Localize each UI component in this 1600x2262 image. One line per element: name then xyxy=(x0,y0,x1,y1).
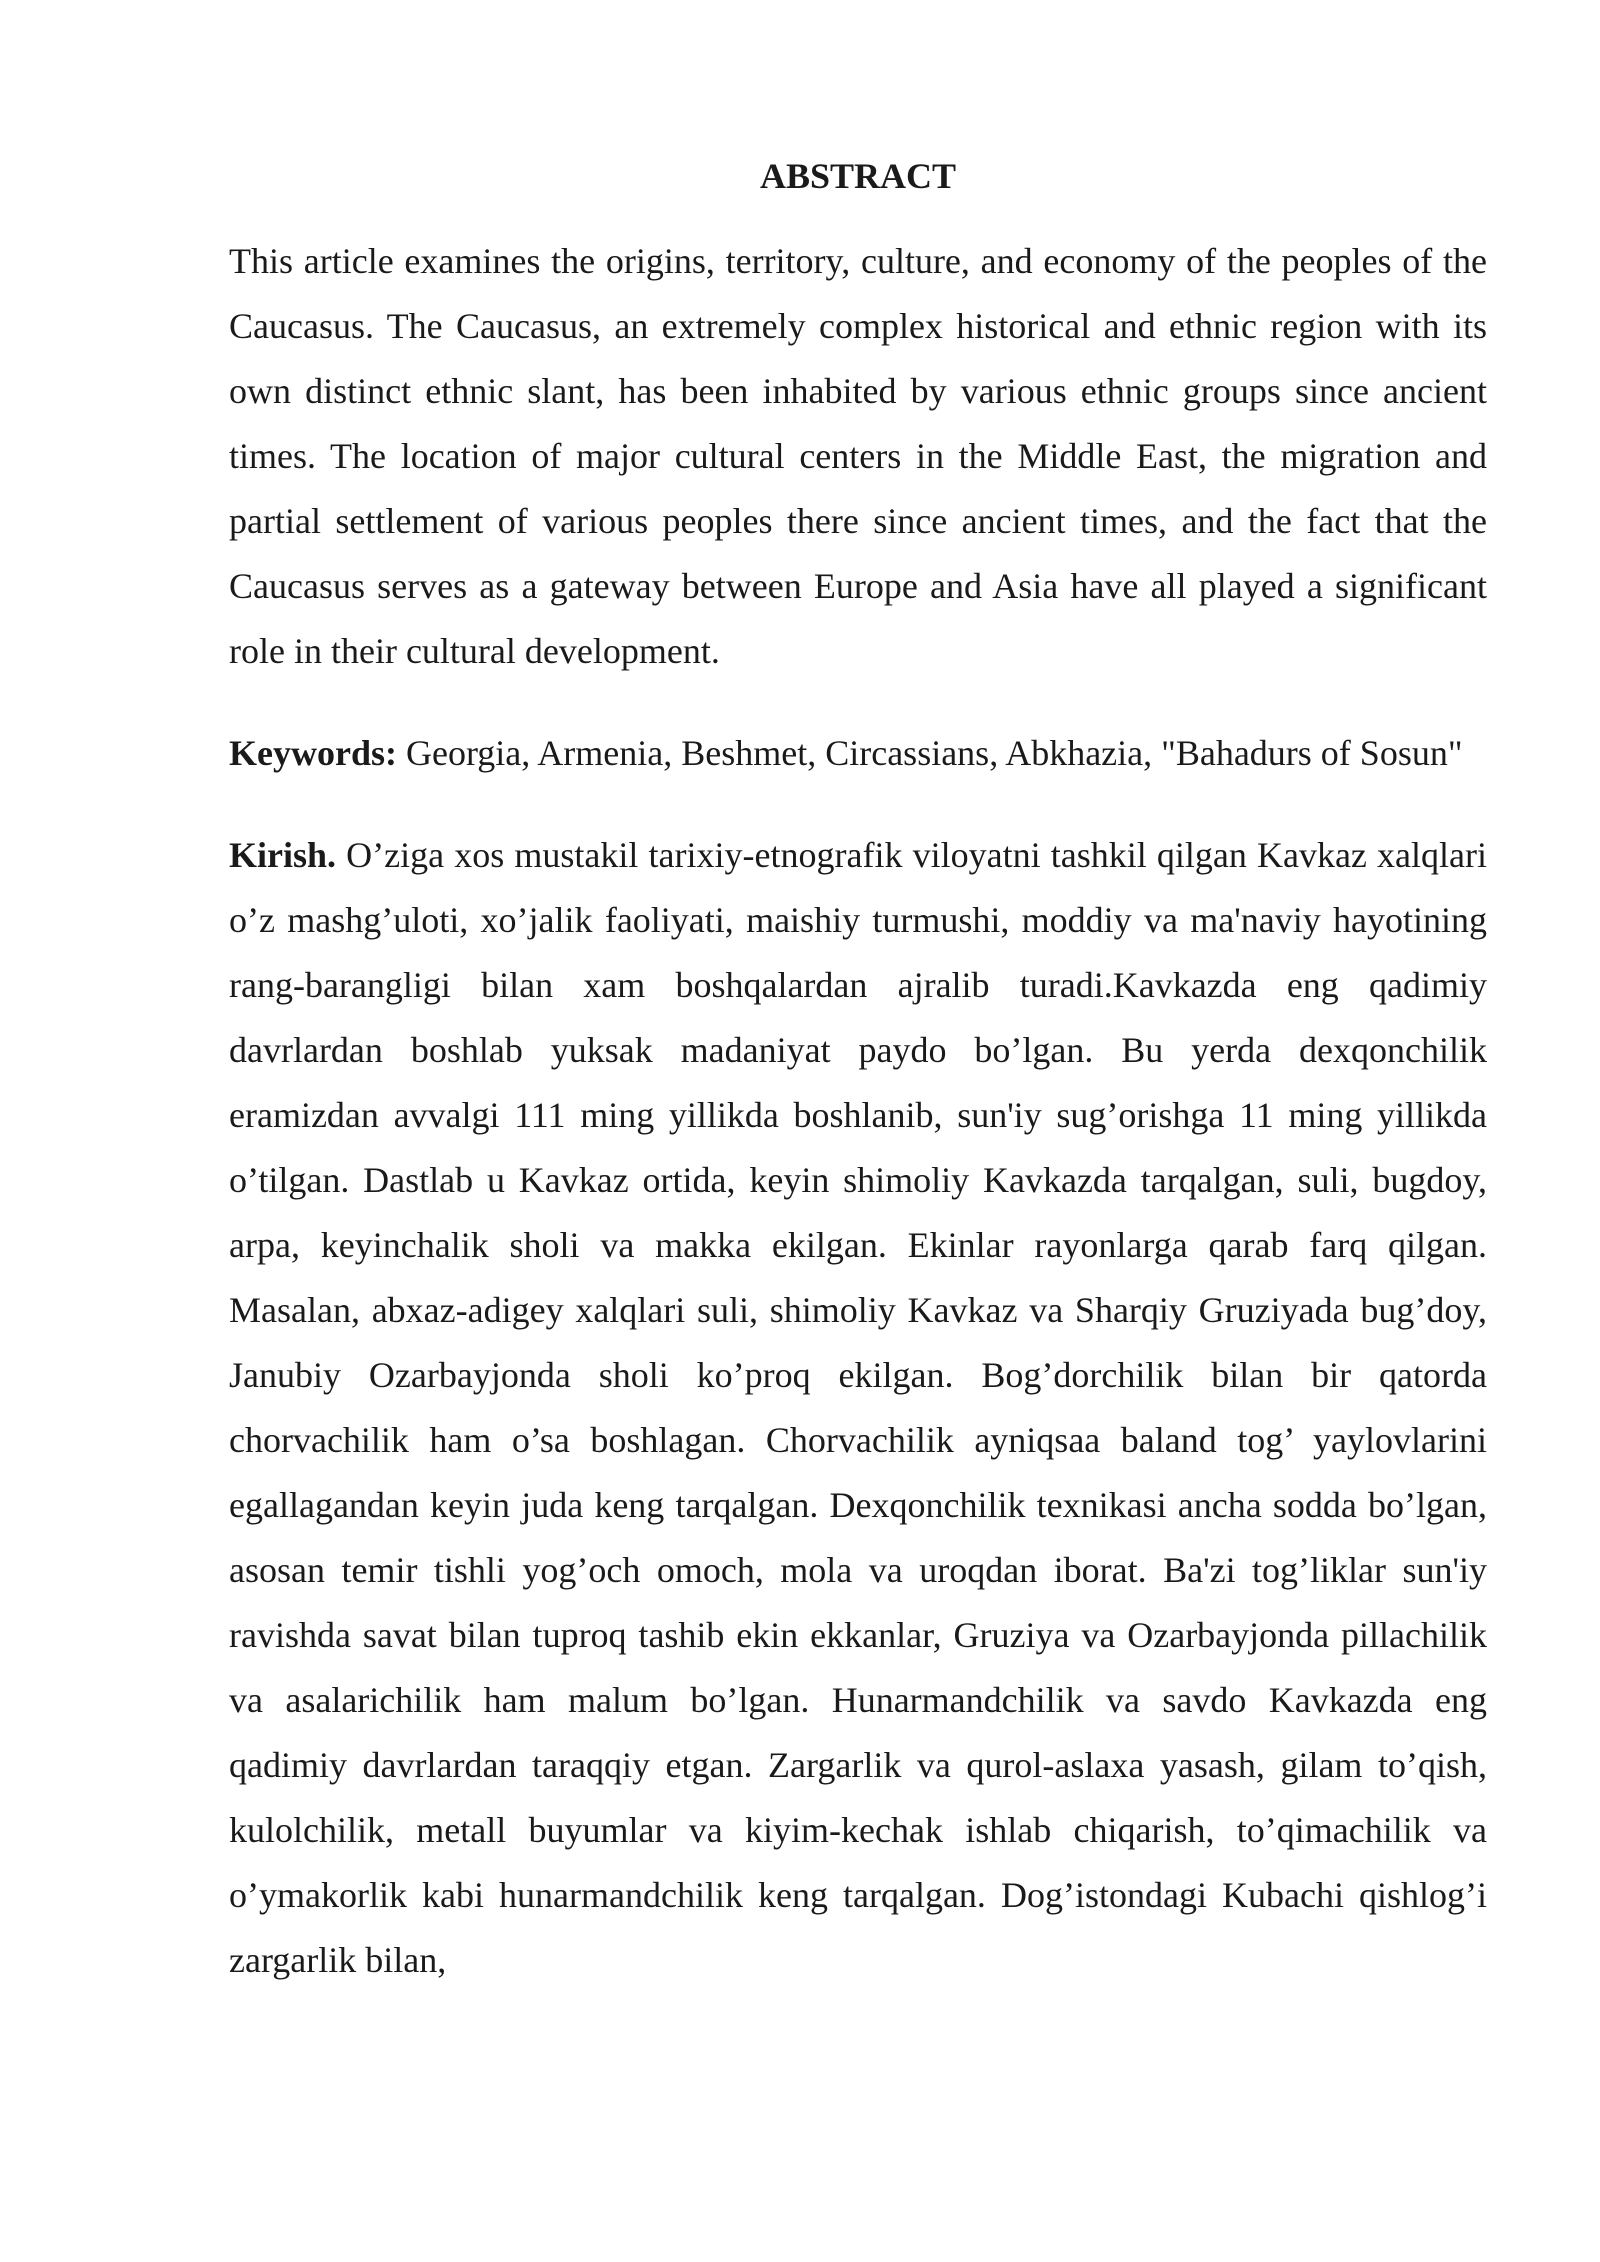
introduction-text: O’ziga xos mustakil tarixiy-etnografik viloyatni tashkil qilgan Kavkaz xalqlari o’z mashg’uloti, xo’jalik faoliyati, maishiy turmushi, moddiy va ma'naviy hayotining rang-barangligi bilan xam boshqalardan ajralib turadi.Kavkazda eng qadimiy davrlardan boshlab yuksak madaniyat paydo bo’lgan. Bu yerda dexqonchilik eramizdan avvalgi 111 ming yillikda boshlanib, sun'iy sug’orishga 11 ming yillikda o’tilgan. Dastlab u Kavkaz ortida, keyin shimoliy Kavkazda tarqalgan, suli, bugdoy, arpa, keyinchalik sholi va makka ekilgan. Ekinlar rayonlarga qarab farq qilgan. Masalan, abxaz-adigey xalqlari suli, shimoliy Kavkaz va Sharqiy Gruziyada bug’doy, Janubiy Ozarbayjonda sholi ko’proq ekilgan. Bog’dorchilik bilan bir qatorda chorvachilik ham o’sa boshlagan. Chorvachilik ayniqsaa baland tog’ yaylovlarini egallagandan keyin juda keng tarqalgan. Dexqonchilik texnikasi ancha sodda bo’lgan, asosan temir tishli yog’och omoch, mola va uroqdan iborat. Ba'zi tog’liklar sun'iy ravishda savat bilan tuproq tashib ekin ekkanlar, Gruziya va Ozarbayjonda pillachilik va asalarichilik ham malum bo’lgan. Hunarmandchilik va savdo Kavkazda eng qadimiy davrlardan taraqqiy etgan. Zargarlik va qurol-aslaxa yasash, gilam to’qish, kulolchilik, metall buyumlar va kiyim-kechak ishlab chiqarish, to’qimachilik va o’ymakorlik kabi hunarmandchilik keng tarqalgan. Dog’istondagi Kubachi qishlog’i zargarlik bilan, xyxy=(229,835,1488,1980)
introduction-paragraph xyxy=(229,823,1487,1993)
introduction-label: Kirish. xyxy=(229,835,337,875)
keywords-label: Keywords: xyxy=(229,733,397,773)
abstract-text: This article examines the origins, territory, culture, and economy of the peoples of the Caucasus. The Caucasus, an extremely complex historical and ethnic region with its own distinct ethnic slant, has been inhabited by various ethnic groups since ancient times. The location of major cultural centers in the Middle East, the migration and partial settlement of various peoples there since ancient times, and the fact that the Caucasus serves as a gateway between Europe and Asia have all played a significant role in their cultural development. xyxy=(229,241,1487,671)
keywords-paragraph xyxy=(229,721,1487,786)
keywords-text: Georgia, Armenia, Beshmet, Circassians, Abkhazia, "Bahadurs of Sosun" xyxy=(405,733,1463,773)
abstract-paragraph xyxy=(229,229,1487,684)
abstract-heading: ABSTRACT xyxy=(759,156,957,196)
document-body xyxy=(229,150,1487,2030)
